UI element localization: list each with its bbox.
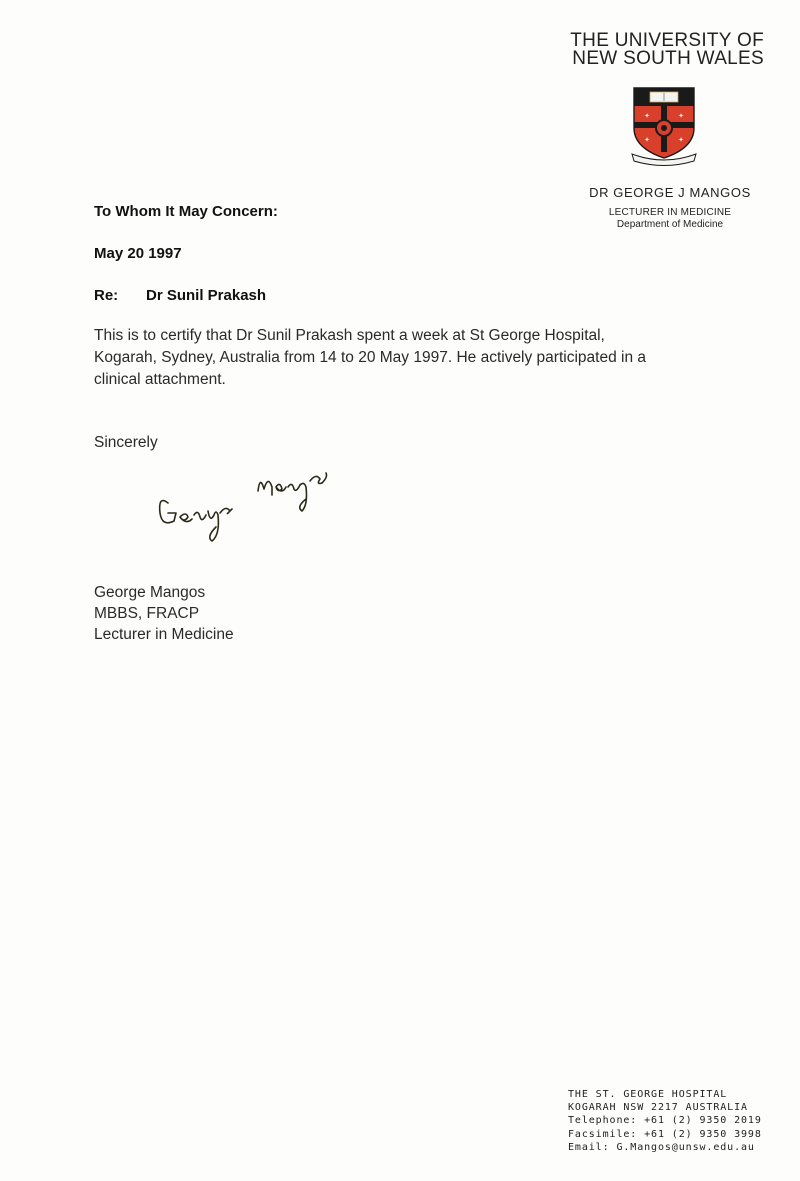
sender-title: LECTURER IN MEDICINE xyxy=(608,207,732,218)
signatory-name: George Mangos xyxy=(94,584,206,601)
letter-date: May 20 1997 xyxy=(94,245,182,262)
svg-text:✦: ✦ xyxy=(644,137,650,144)
signatory-title: Lecturer in Medicine xyxy=(94,626,234,643)
handwritten-signature xyxy=(150,465,350,545)
university-name-line1: THE UNIVERSITY OF xyxy=(570,30,764,51)
signature-block xyxy=(94,582,234,645)
sender-block xyxy=(560,185,780,230)
re-label: Re: xyxy=(94,287,119,304)
re-line xyxy=(94,287,266,304)
salutation: To Whom It May Concern: xyxy=(94,203,278,220)
footer-telephone: Telephone: +61 (2) 9350 2019 xyxy=(568,1115,762,1127)
university-name xyxy=(464,32,764,68)
footer-address xyxy=(568,1088,778,1154)
sender-department: Department of Medicine xyxy=(616,219,724,230)
sender-name: DR GEORGE J MANGOS xyxy=(589,185,751,200)
signatory-qualifications: MBBS, FRACP xyxy=(94,605,200,622)
svg-text:✦: ✦ xyxy=(644,113,650,120)
svg-text:✦: ✦ xyxy=(678,137,684,144)
footer-hospital: THE ST. GEORGE HOSPITAL xyxy=(568,1089,728,1100)
footer-facsimile: Facsimile: +61 (2) 9350 3998 xyxy=(568,1128,762,1140)
university-crest-icon xyxy=(628,84,700,166)
university-name-line2: NEW SOUTH WALES xyxy=(572,48,764,69)
letter-body xyxy=(94,325,734,391)
body-line: clinical attachment. xyxy=(94,371,226,388)
re-subject: Dr Sunil Prakash xyxy=(146,287,267,304)
body-line: This is to certify that Dr Sunil Prakash spent a week at St George Hospital, xyxy=(94,327,605,344)
closing: Sincerely xyxy=(94,434,158,451)
footer-email: Email: G.Mangos@unsw.edu.au xyxy=(568,1141,755,1153)
body-line: Kogarah, Sydney, Australia from 14 to 20 May 1997. He actively participated in a xyxy=(94,349,646,366)
footer-address-line: KOGARAH NSW 2217 AUSTRALIA xyxy=(568,1102,748,1114)
svg-text:✦: ✦ xyxy=(678,113,684,120)
